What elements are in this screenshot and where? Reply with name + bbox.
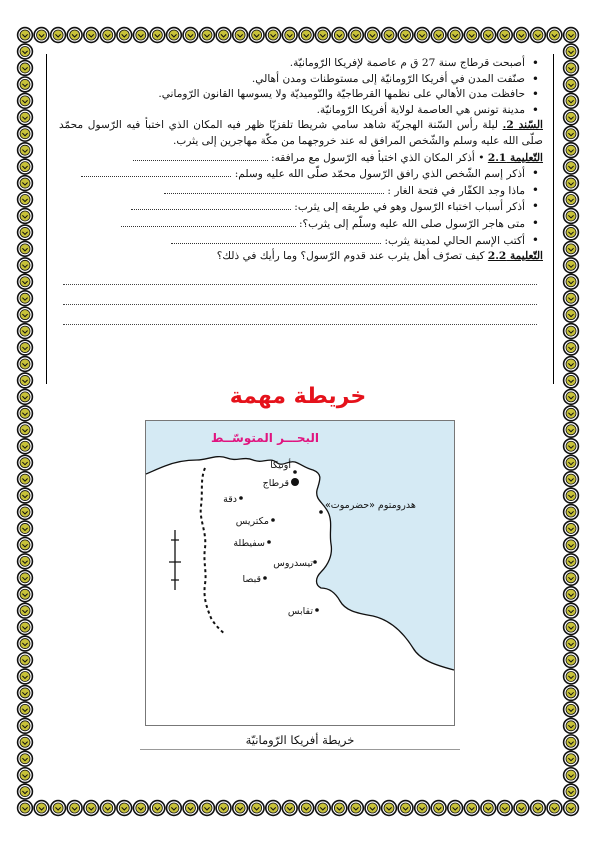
answer-blank[interactable] — [164, 183, 384, 194]
document-text: ليلة رأس السّنة الهجريّة شاهد سامي شريطا تلفزيّا ظهر فيه المكان الذي اختبأ فيه الرّسول محمّد صلّى الله عليه وسلم والشّخص المرافق له عند خروجهما من مكّة مهاجرين إلى يثرب. — [59, 119, 543, 147]
task-2-1-item: • أكتب الإسم الحالي لمدينة يثرب: — [59, 233, 543, 250]
task-2-2-label: التّعليمة 2.2 — [487, 250, 543, 263]
answer-blank[interactable] — [131, 199, 291, 210]
city-dot — [319, 510, 323, 514]
task-2-1-item: • متى هاجر الرّسول صلى الله عليه وسلّم إلى يثرب؟: — [59, 216, 543, 233]
task-2-1-item: • أذكر أسباب اختباء الرّسول وهو في طريقه إلى يثرب: — [59, 199, 543, 216]
city-label: هدرومتوم «حضرموت» — [325, 500, 416, 511]
city-label: قبصا — [242, 574, 261, 585]
answer-blank[interactable] — [81, 166, 231, 177]
city-label: سفيطلة — [233, 538, 265, 549]
city-dot — [271, 518, 275, 522]
task-2-1-intro: أذكر المكان الذي اختبأ فيه الرّسول مع مرافقه: — [271, 151, 475, 164]
source-document — [59, 118, 543, 149]
answer-line[interactable] — [63, 265, 537, 285]
city-dot — [239, 496, 243, 500]
fact-bullet: • حافظت مدن الأهالي على نظمها القرطاجيّة والنّوميديّة ولا يسوسها القانون الرّوماني. — [59, 87, 543, 103]
answer-blank[interactable] — [121, 216, 296, 227]
sea-label: البحـــر المتوسّــط — [210, 431, 320, 445]
worksheet-content — [46, 54, 554, 384]
map-caption: خريطة أفريكا الرّومانيّة — [245, 733, 355, 747]
fact-bullet: • أصبحت قرطاج سنة 27 ق م عاصمة لإفريكا الرّومانيّة. — [59, 56, 543, 72]
task-2-2 — [59, 249, 543, 265]
city-label: قرطاج — [262, 478, 289, 489]
city-dot — [267, 540, 271, 544]
city-label: تقابس — [287, 606, 313, 617]
task-2-1-item: • ماذا وجد الكفّار في فتحة الغار : — [59, 183, 543, 200]
caption-divider — [140, 749, 460, 750]
answer-line[interactable] — [63, 305, 537, 325]
task-2-2-question: كيف تصرّف أهل يثرب عند قدوم الرّسول؟ وما رأيك في ذلك؟ — [216, 250, 485, 263]
fact-bullet: • صنّفت المدن في أفريكا الرّومانيّة إلى مستوطنات ومدن أهالي. — [59, 72, 543, 88]
task-2-1-label: التّعليمة 2.1 — [487, 151, 543, 164]
city-label: أوتيكا — [270, 460, 291, 471]
fact-bullet: • مدينة تونس هي العاصمة لولاية أفريكا الرّومانيّة. — [59, 103, 543, 119]
document-label: السّند 2. — [502, 119, 543, 132]
map-section-title: خريطة مهمة — [229, 384, 367, 409]
city-dot — [293, 470, 297, 474]
answer-line[interactable] — [63, 285, 537, 305]
answer-blank[interactable] — [133, 150, 268, 161]
roman-africa-map — [145, 420, 455, 726]
task-2-1-item: • أذكر إسم الشّخص الذي رافق الرّسول محمّد صلّى الله عليه وسلم: — [59, 166, 543, 183]
city-label: مكتريس — [235, 516, 269, 527]
task-2-1: التّعليمة 2.1 • أذكر المكان الذي اختبأ فيه الرّسول مع مرافقه: — [59, 150, 543, 167]
city-label: دقة — [223, 494, 237, 505]
answer-blank[interactable] — [171, 233, 381, 244]
city-dot — [313, 560, 317, 564]
city-label: تيسدروس — [273, 558, 313, 569]
city-dot — [315, 608, 319, 612]
city-dot — [291, 478, 299, 486]
city-dot — [263, 576, 267, 580]
